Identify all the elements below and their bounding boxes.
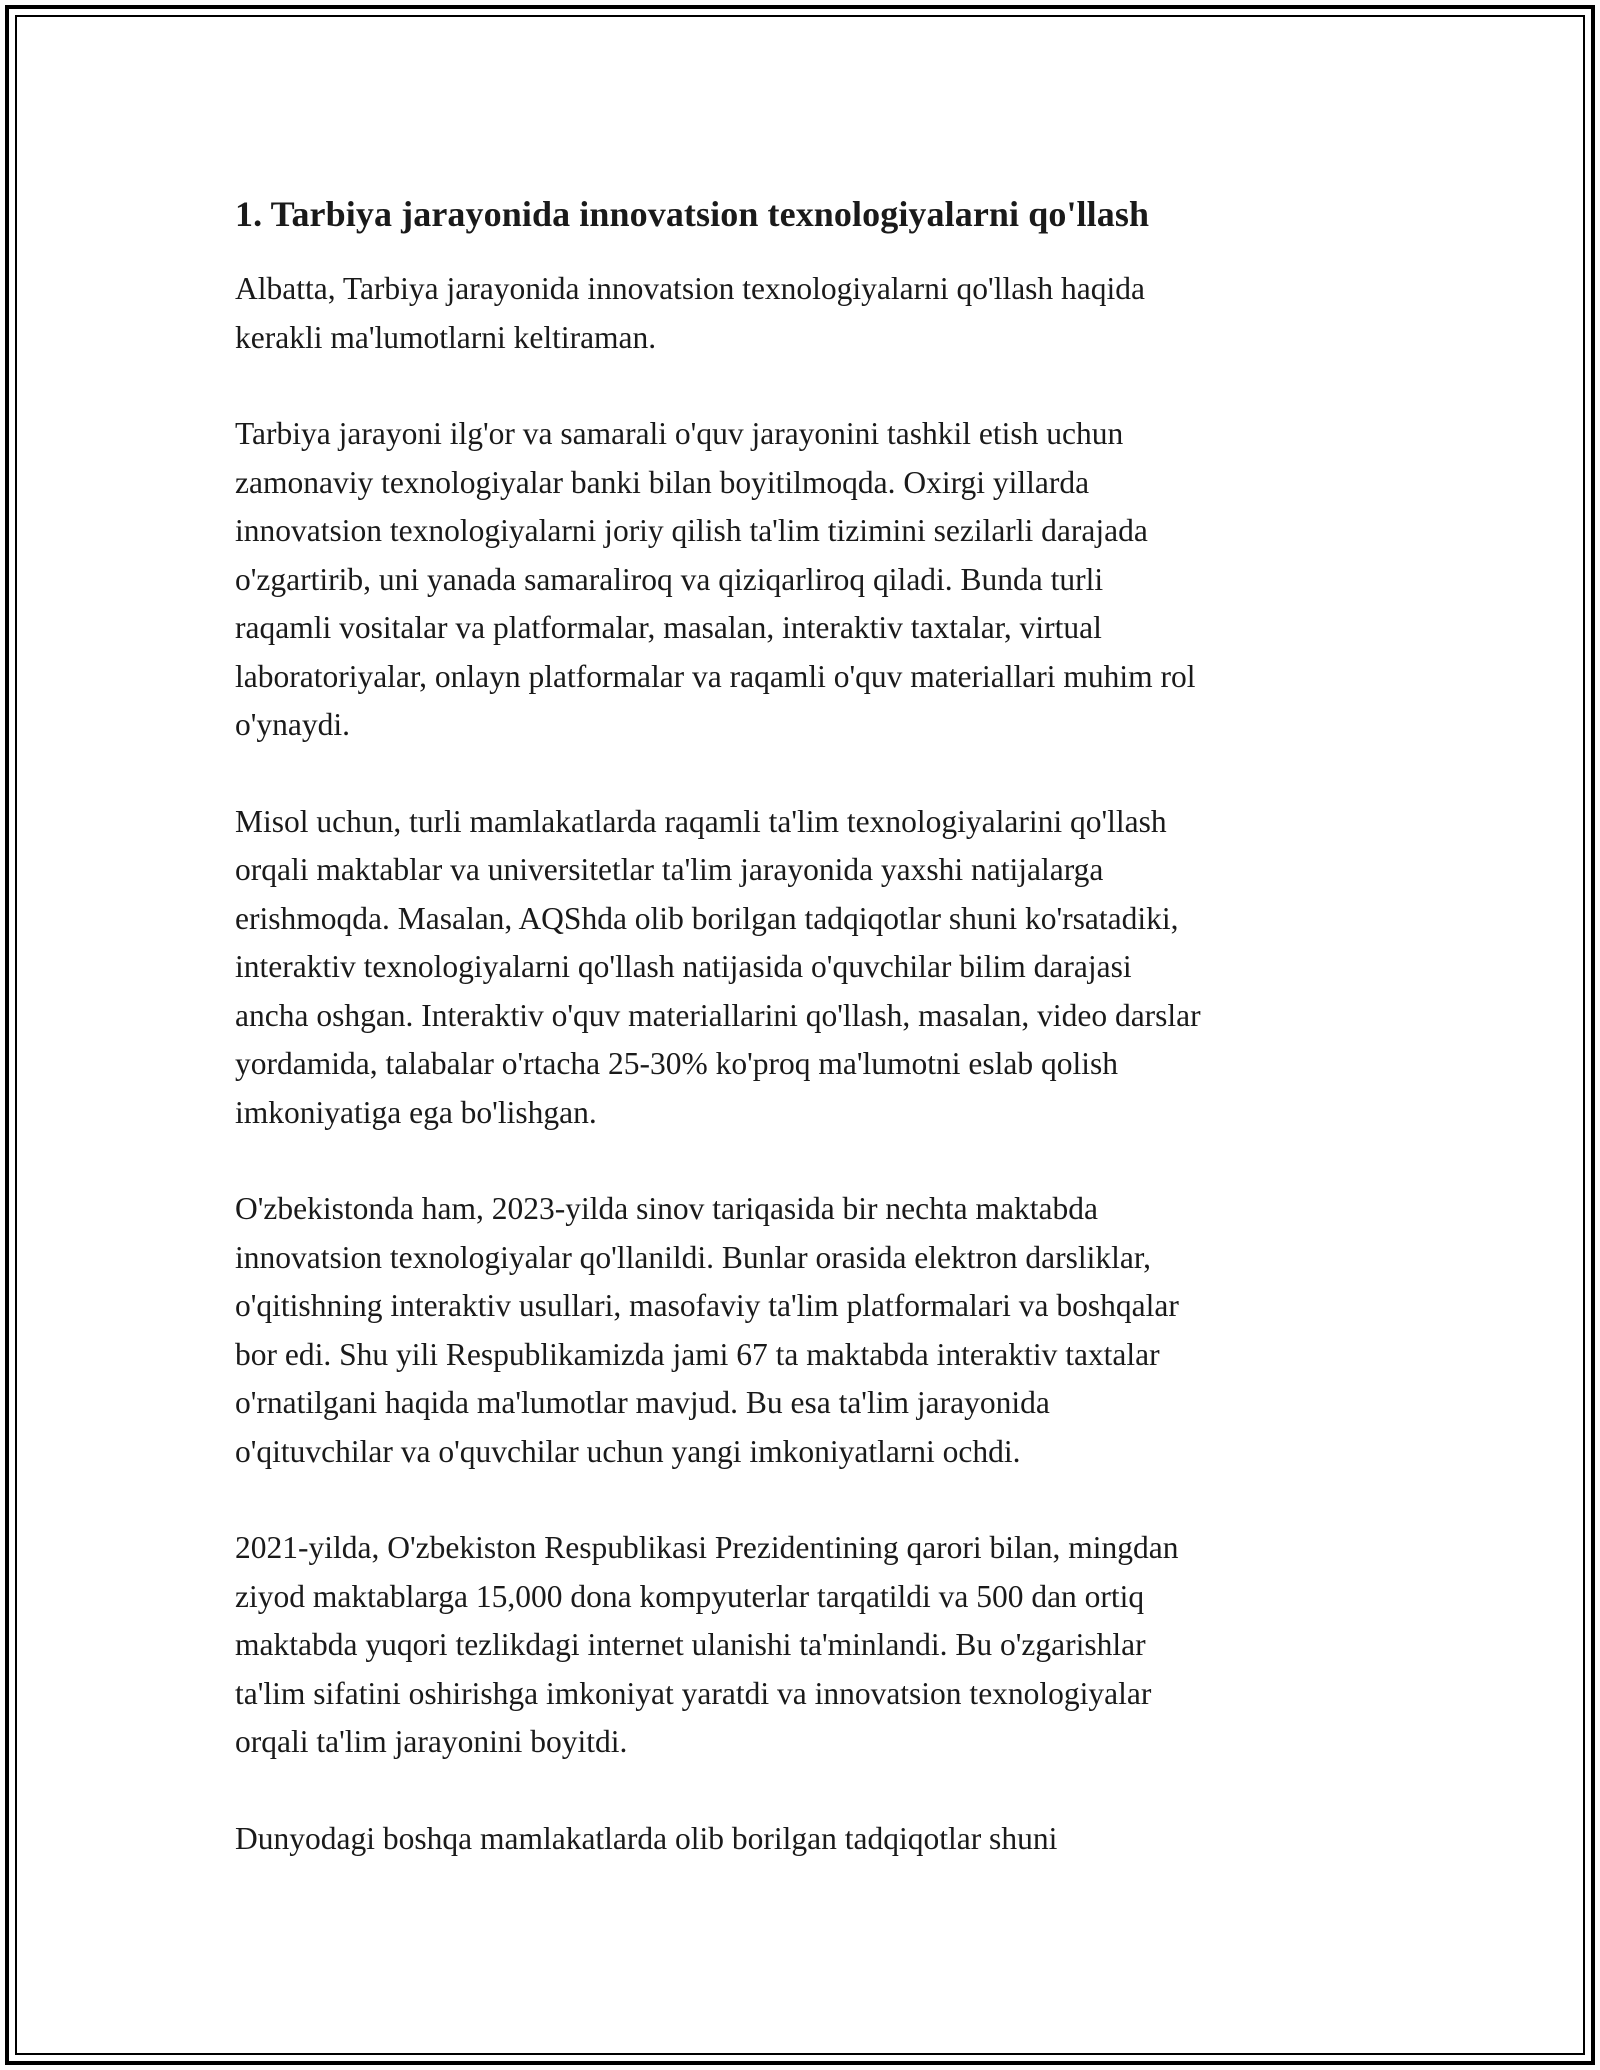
page-title: 1. Tarbiya jarayonida innovatsion texnologiyalarni qo'llash bbox=[235, 194, 1150, 234]
paragraph-other-countries: Dunyodagi boshqa mamlakatlarda olib borilgan tadqiqotlar shuni bbox=[235, 1820, 1058, 1856]
document-body bbox=[235, 185, 1375, 1911]
paragraph-uzbekistan-2021: 2021-yilda, O'zbekiston Respublikasi Prezidentining qarori bilan, mingdan ziyod maktablarga 15,000 dona kompyuterlar tarqatildi va 500 dan ortiq maktabda yuqori tezlikdagi internet ulanishi ta'minlandi. Bu o'zgarishlar ta'lim sifatini oshirishga imkoniyat yaratdi va innovatsion texnologiyalar orqali ta'lim jarayonini boyitdi. bbox=[235, 1530, 1179, 1759]
paragraph-intro: Albatta, Tarbiya jarayonida innovatsion texnologiyalarni qo'llash haqida kerakli ma'lumotlarni keltiraman. bbox=[235, 271, 1146, 355]
paragraph-technology-bank: Tarbiya jarayoni ilg'or va samarali o'quv jarayonini tashkil etish uchun zamonaviy texnologiyalar banki bilan boyitilmoqda. Oxirgi yillarda innovatsion texnologiyalarni joriy qilish ta'lim tizimini sezilarli darajada o'zgartirib, uni yanada samaraliroq va qiziqarliroq qiladi. Bunda turli raqamli vositalar va platformalar, masalan, interaktiv taxtalar, virtual laboratoriyalar, onlayn platformalar va raqamli o'quv materiallari muhim rol o'ynaydi. bbox=[235, 416, 1196, 742]
paragraph-uzbekistan-2023: O'zbekistonda ham, 2023-yilda sinov tariqasida bir nechta maktabda innovatsion texnologiyalar qo'llanildi. Bunlar orasida elektron darsliklar, o'qitishning interaktiv usullari, masofaviy ta'lim platformalari va boshqalar bor edi. Shu yili Respublikamizda jami 67 ta maktabda interaktiv taxtalar o'rnatilgani haqida ma'lumotlar mavjud. Bu esa ta'lim jarayonida o'qituvchilar va o'quvchilar uchun yangi imkoniyatlarni ochdi. bbox=[235, 1191, 1179, 1469]
paragraph-international-example: Misol uchun, turli mamlakatlarda raqamli ta'lim texnologiyalarini qo'llash orqali maktablar va universitetlar ta'lim jarayonida yaxshi natijalarga erishmoqda. Masalan, AQShda olib borilgan tadqiqotlar shuni ko'rsatadiki, interaktiv texnologiyalarni qo'llash natijasida o'quvchilar bilim darajasi ancha oshgan. Interaktiv o'quv materiallarini qo'llash, masalan, video darslar yordamida, talabalar o'rtacha 25-30% ko'proq ma'lumotni eslab qolish imkoniyatiga ega bo'lishgan. bbox=[235, 803, 1201, 1130]
